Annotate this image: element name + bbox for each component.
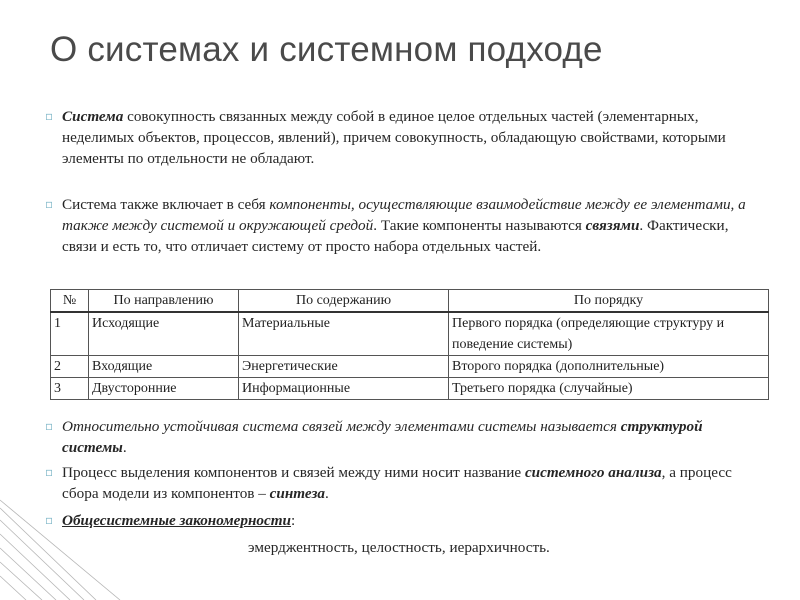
structure-italic: Относительно устойчивая система связей между элементами системы называется <box>62 418 621 435</box>
components-italic: компоненты, осуществляющие взаимодействие между ее элементами, а также между системой и окружающей средой <box>62 196 746 234</box>
cell-content: Информационные <box>239 378 449 400</box>
term-synthesis: синтеза <box>269 485 325 502</box>
bullet-icon: ▫ <box>45 513 54 527</box>
definition-text: совокупность связанных между собой в единое целое отдельных частей (элементарных, неделимых объектов, процессов, явлений), причем совокупность, обладающую свойствами, которыми элементы по отдельности не обладают. <box>62 108 726 167</box>
paragraph-system-definition <box>45 106 762 169</box>
header-number: № <box>51 290 89 313</box>
slide-title: О системах и системном подходе <box>50 30 603 69</box>
table-row <box>51 312 769 356</box>
text-fragment: . <box>324 485 329 502</box>
paragraph-structure <box>45 416 762 458</box>
bullet-icon: ▫ <box>45 109 54 123</box>
term-regularities: Общесистемные закономерности <box>62 512 291 529</box>
links-classification-table <box>50 289 769 400</box>
header-direction: По направлению <box>89 290 239 313</box>
bullet-icon: ▫ <box>45 197 54 211</box>
cell-number: 2 <box>51 356 89 378</box>
paragraph-components <box>45 194 762 257</box>
cell-content: Энергетические <box>239 356 449 378</box>
text-fragment: : <box>291 512 296 529</box>
bullet-icon: ▫ <box>45 465 54 479</box>
bullet-icon: ▫ <box>45 419 54 433</box>
term-analysis: системного анализа <box>524 464 662 481</box>
cell-direction: Входящие <box>89 356 239 378</box>
cell-order: Первого порядка (определяющие структуру и поведение системы) <box>449 312 769 356</box>
header-content: По содержанию <box>239 290 449 313</box>
text-fragment: . Фактически, связи и есть то, что отличает систему от просто набора отдельных частей. <box>62 217 729 255</box>
cell-order: Третьего порядка (случайные) <box>449 378 769 400</box>
term-structure: структурой системы <box>62 418 703 456</box>
cell-order: Второго порядка (дополнительные) <box>449 356 769 378</box>
text-fragment: , а процесс сбора модели из компонентов – <box>62 464 732 502</box>
cell-direction: Двусторонние <box>89 378 239 400</box>
cell-number: 3 <box>51 378 89 400</box>
cell-number: 1 <box>51 312 89 356</box>
text-fragment: Система также включает в себя <box>62 196 270 213</box>
text-fragment: Процесс выделения компонентов и связей между ними носит название <box>62 464 525 481</box>
links-classification-table-container <box>50 289 768 400</box>
cell-content: Материальные <box>239 312 449 356</box>
term-links: связями <box>585 217 640 234</box>
text-fragment: . <box>122 439 127 456</box>
paragraph-analysis-synthesis <box>45 462 762 504</box>
table-row <box>51 378 769 400</box>
regularities-list: эмерджентность, целостность, иерархичность. <box>248 539 550 556</box>
cell-direction: Исходящие <box>89 312 239 356</box>
table-header-row <box>51 290 769 313</box>
table-row <box>51 356 769 378</box>
text-fragment: . Такие компоненты называются <box>373 217 586 234</box>
paragraph-regularities <box>45 510 762 531</box>
term-system: Система <box>62 108 124 125</box>
header-order: По порядку <box>449 290 769 313</box>
